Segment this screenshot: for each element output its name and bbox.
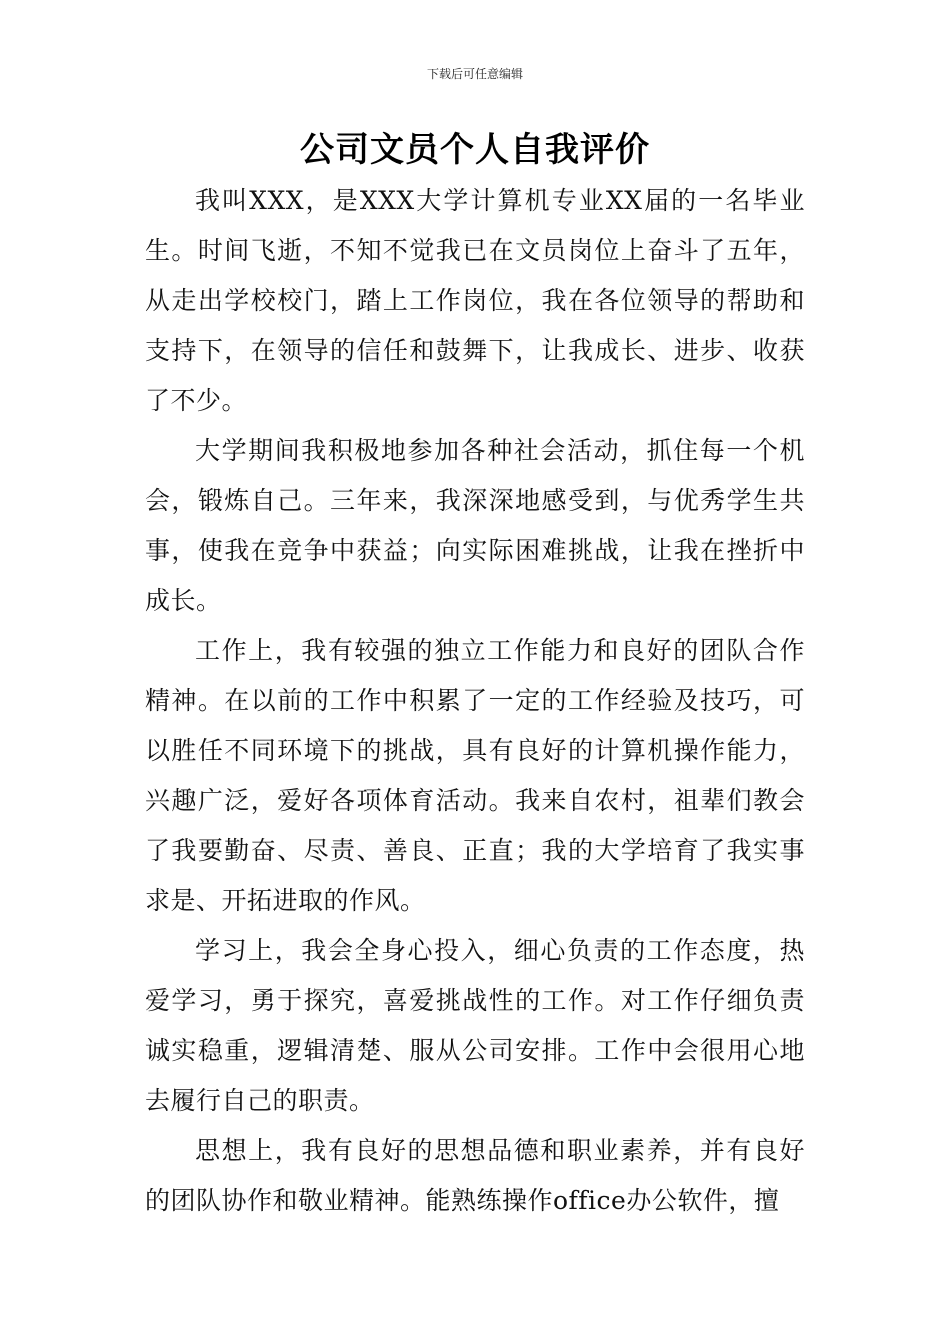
paragraph-thinking: 思想上，我有良好的思想品德和职业素养，并有良好的团队协作和敬业精神。能熟练操作office办公软件，擅	[145, 1136, 805, 1215]
paragraph-study: 学习上，我会全身心投入，细心负责的工作态度，热爱学习，勇于探究，喜爱挑战性的工作。对工作仔细负责诚实稳重，逻辑清楚、服从公司安排。工作中会很用心地去履行自己的职责。	[145, 936, 805, 1115]
paragraph-intro: 我叫XXX，是XXX大学计算机专业XX届的一名毕业生。时间飞逝，不知不觉我已在文员岗位上奋斗了五年，从走出学校校门，踏上工作岗位，我在各位领导的帮助和支持下，在领导的信任和鼓舞下，让我成长、进步、收获了不少。	[145, 186, 805, 415]
paragraph-college: 大学期间我积极地参加各种社会活动，抓住每一个机会，锻炼自己。三年来，我深深地感受到，与优秀学生共事，使我在竞争中获益；向实际困难挑战，让我在挫折中成长。	[145, 436, 805, 615]
document-body	[145, 176, 805, 1226]
page-title: 公司文员个人自我评价	[300, 130, 650, 170]
paragraph-work: 工作上，我有较强的独立工作能力和良好的团队合作精神。在以前的工作中积累了一定的工作经验及技巧，可以胜任不同环境下的挑战，具有良好的计算机操作能力，兴趣广泛，爱好各项体育活动。我来自农村，祖辈们教会了我要勤奋、尽责、善良、正直；我的大学培育了我实事求是、开拓进取的作风。	[145, 636, 805, 915]
download-note: 下载后可任意编辑	[426, 67, 523, 81]
